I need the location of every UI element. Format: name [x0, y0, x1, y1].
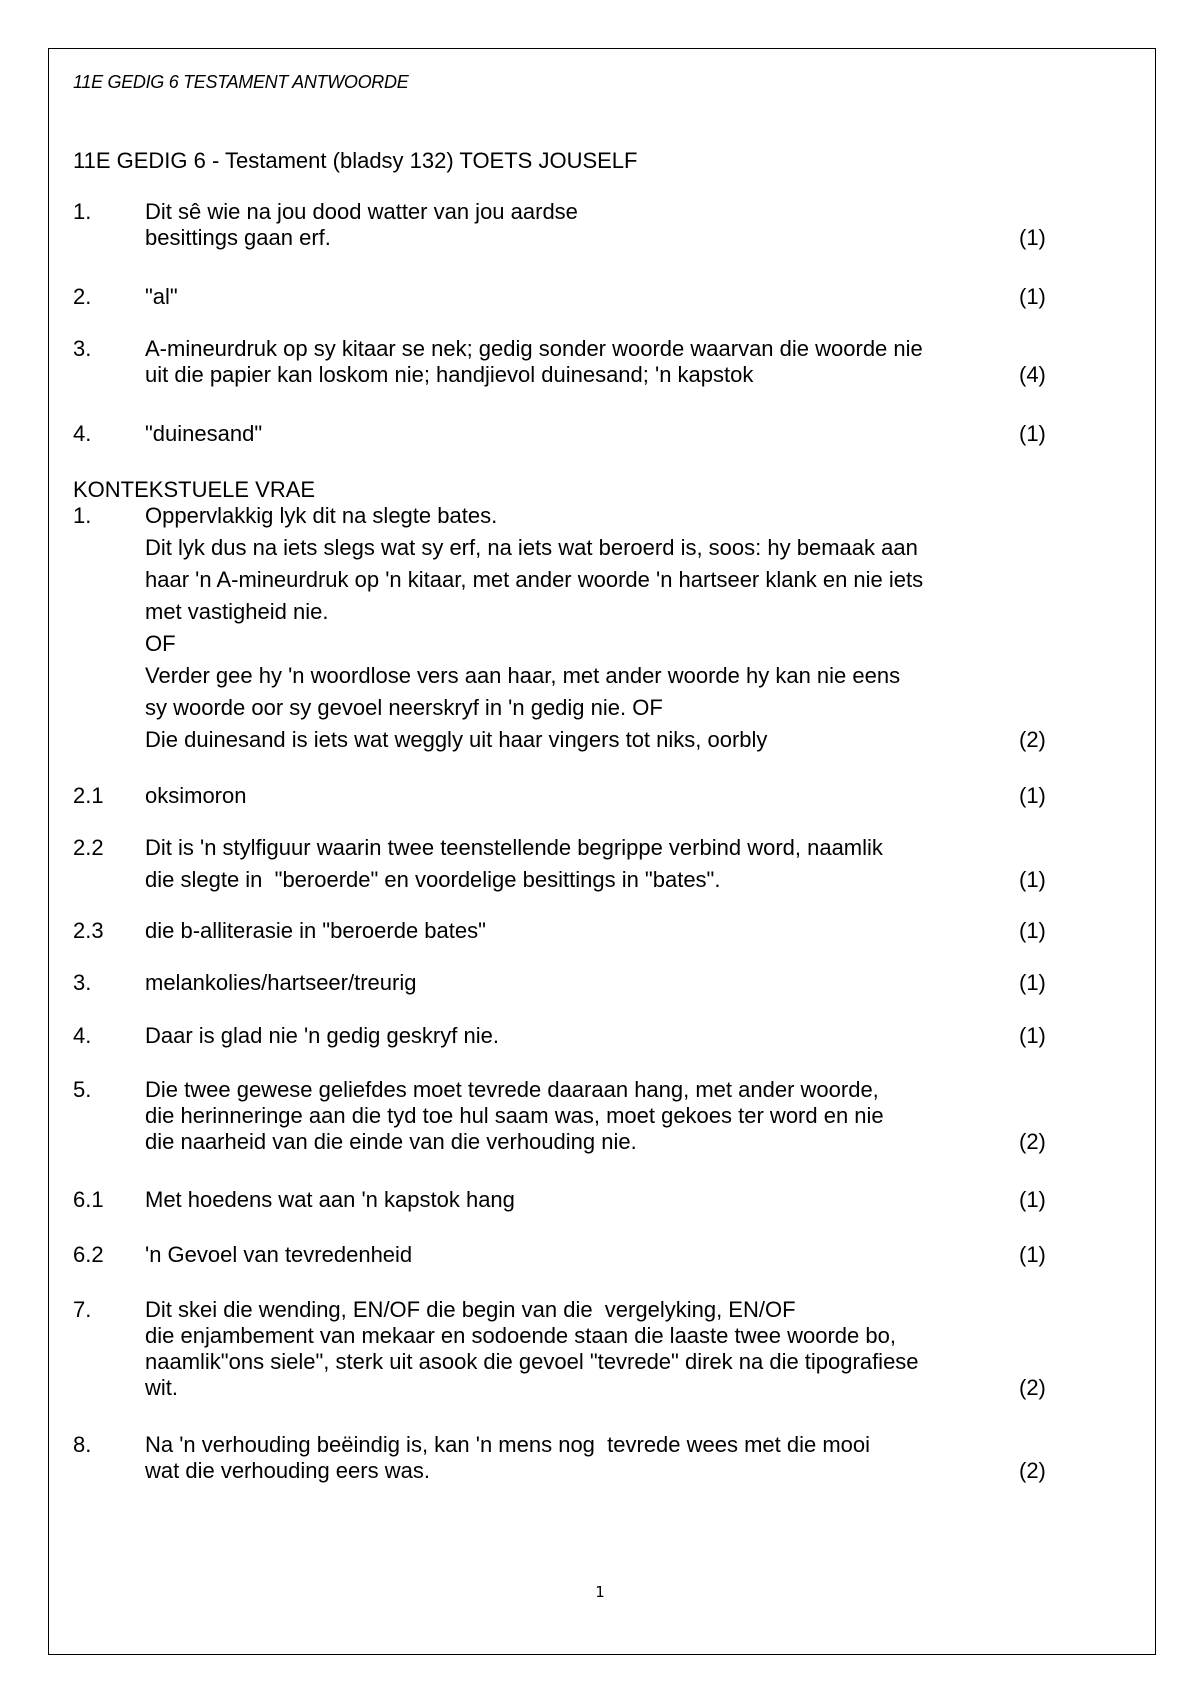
- item-line: die herinneringe aan die tyd toe hul saam was, moet gekoes ter word en nie: [145, 1103, 884, 1128]
- item-text: [145, 199, 1005, 251]
- item-line: "duinesand": [145, 421, 263, 446]
- item-line: die b-alliterasie in "beroerde bates": [145, 918, 486, 943]
- mark-allocation: (2): [1019, 727, 1046, 752]
- item-text: [145, 421, 1005, 447]
- item-number: 3.: [73, 336, 92, 361]
- item-line: 'n Gevoel van tevredenheid: [145, 1242, 413, 1267]
- mark-allocation: (2): [1019, 1129, 1046, 1154]
- item-number: 7.: [73, 1297, 92, 1322]
- item-text: [145, 1023, 1005, 1049]
- item-line: die slegte in "beroerde" en voordelige besittings in "bates".: [145, 867, 721, 892]
- item-line: met vastigheid nie.: [145, 599, 329, 624]
- mark-allocation: (4): [1019, 362, 1046, 387]
- item-line: Na 'n verhouding beëindig is, kan 'n mens nog tevrede wees met die mooi: [145, 1432, 871, 1457]
- item-line: Dit lyk dus na iets slegs wat sy erf, na iets wat beroerd is, soos: hy bemaak aan: [145, 535, 918, 560]
- item-number: 8.: [73, 1432, 92, 1457]
- mark-allocation: (2): [1019, 1375, 1046, 1400]
- item-number: 2.3: [73, 918, 104, 943]
- mark-allocation: (1): [1019, 225, 1046, 250]
- item-number: 6.2: [73, 1242, 104, 1267]
- item-line: Dit skei die wending, EN/OF die begin van die vergelyking, EN/OF: [145, 1297, 796, 1322]
- item-line: Daar is glad nie 'n gedig geskryf nie.: [145, 1023, 499, 1048]
- item-text: [145, 284, 1005, 310]
- item-line: die enjambement van mekaar en sodoende staan die laaste twee woorde bo,: [145, 1323, 896, 1348]
- item-text: [145, 832, 1005, 896]
- item-line: Oppervlakkig lyk dit na slegte bates.: [145, 503, 498, 528]
- item-number: 4.: [73, 1023, 92, 1048]
- item-line: OF: [145, 631, 176, 656]
- item-number: 6.1: [73, 1187, 104, 1212]
- item-line: die naarheid van die einde van die verhouding nie.: [145, 1129, 637, 1154]
- item-number: 1.: [73, 503, 92, 528]
- mark-allocation: (1): [1019, 918, 1046, 943]
- item-line: Verder gee hy 'n woordlose vers aan haar, met ander woorde hy kan nie eens: [145, 663, 901, 688]
- mark-allocation: (1): [1019, 421, 1046, 446]
- mark-allocation: (1): [1019, 1187, 1046, 1212]
- item-line: haar 'n A-mineurdruk op 'n kitaar, met ander woorde 'n hartseer klank en nie iets: [145, 567, 924, 592]
- item-line: A-mineurdruk op sy kitaar se nek; gedig sonder woorde waarvan die woorde nie: [145, 336, 923, 361]
- item-number: 4.: [73, 421, 92, 446]
- item-line: Die twee gewese geliefdes moet tevrede daaraan hang, met ander woorde,: [145, 1077, 879, 1102]
- page-title: 11E GEDIG 6 - Testament (bladsy 132) TOETS JOUSELF: [73, 148, 638, 173]
- item-line: "al": [145, 284, 178, 309]
- item-text: [145, 1432, 1005, 1484]
- item-text: [145, 1297, 1005, 1401]
- item-line: naamlik"ons siele", sterk uit asook die gevoel "tevrede" direk na die tipografiese: [145, 1349, 919, 1374]
- page-number: 1: [595, 1583, 605, 1601]
- item-text: [145, 970, 1005, 996]
- item-number: 3.: [73, 970, 92, 995]
- item-text: [145, 1187, 1005, 1213]
- mark-allocation: (1): [1019, 1242, 1046, 1267]
- mark-allocation: (1): [1019, 970, 1046, 995]
- item-number: 2.2: [73, 835, 104, 860]
- mark-allocation: (1): [1019, 1023, 1046, 1048]
- section-heading: KONTEKSTUELE VRAE: [73, 477, 316, 502]
- item-number: 5.: [73, 1077, 92, 1102]
- item-line: Dit is 'n stylfiguur waarin twee teenstellende begrippe verbind word, naamlik: [145, 835, 883, 860]
- item-line: Die duinesand is iets wat weggly uit haar vingers tot niks, oorbly: [145, 727, 768, 752]
- item-text: [145, 918, 1005, 944]
- item-line: melankolies/hartseer/treurig: [145, 970, 417, 995]
- item-line: sy woorde oor sy gevoel neerskryf in 'n gedig nie. OF: [145, 695, 663, 720]
- mark-allocation: (1): [1019, 284, 1046, 309]
- item-line: oksimoron: [145, 783, 247, 808]
- item-text: [145, 1242, 1005, 1268]
- item-text: [145, 783, 1005, 809]
- page-header: 11E GEDIG 6 TESTAMENT ANTWOORDE: [73, 72, 409, 92]
- item-line: uit die papier kan loskom nie; handjievol duinesand; 'n kapstok: [145, 362, 754, 387]
- mark-allocation: (1): [1019, 867, 1046, 892]
- item-line: Met hoedens wat aan 'n kapstok hang: [145, 1187, 515, 1212]
- item-text: [145, 336, 1005, 388]
- mark-allocation: (2): [1019, 1458, 1046, 1483]
- item-line: Dit sê wie na jou dood watter van jou aardse: [145, 199, 578, 224]
- item-line: wat die verhouding eers was.: [145, 1458, 430, 1483]
- item-number: 1.: [73, 199, 92, 224]
- item-text: [145, 500, 1005, 756]
- item-number: 2.: [73, 284, 92, 309]
- item-number: 2.1: [73, 783, 104, 808]
- item-line: wit.: [145, 1375, 178, 1400]
- item-text: [145, 1077, 1005, 1155]
- item-line: besittings gaan erf.: [145, 225, 331, 250]
- mark-allocation: (1): [1019, 783, 1046, 808]
